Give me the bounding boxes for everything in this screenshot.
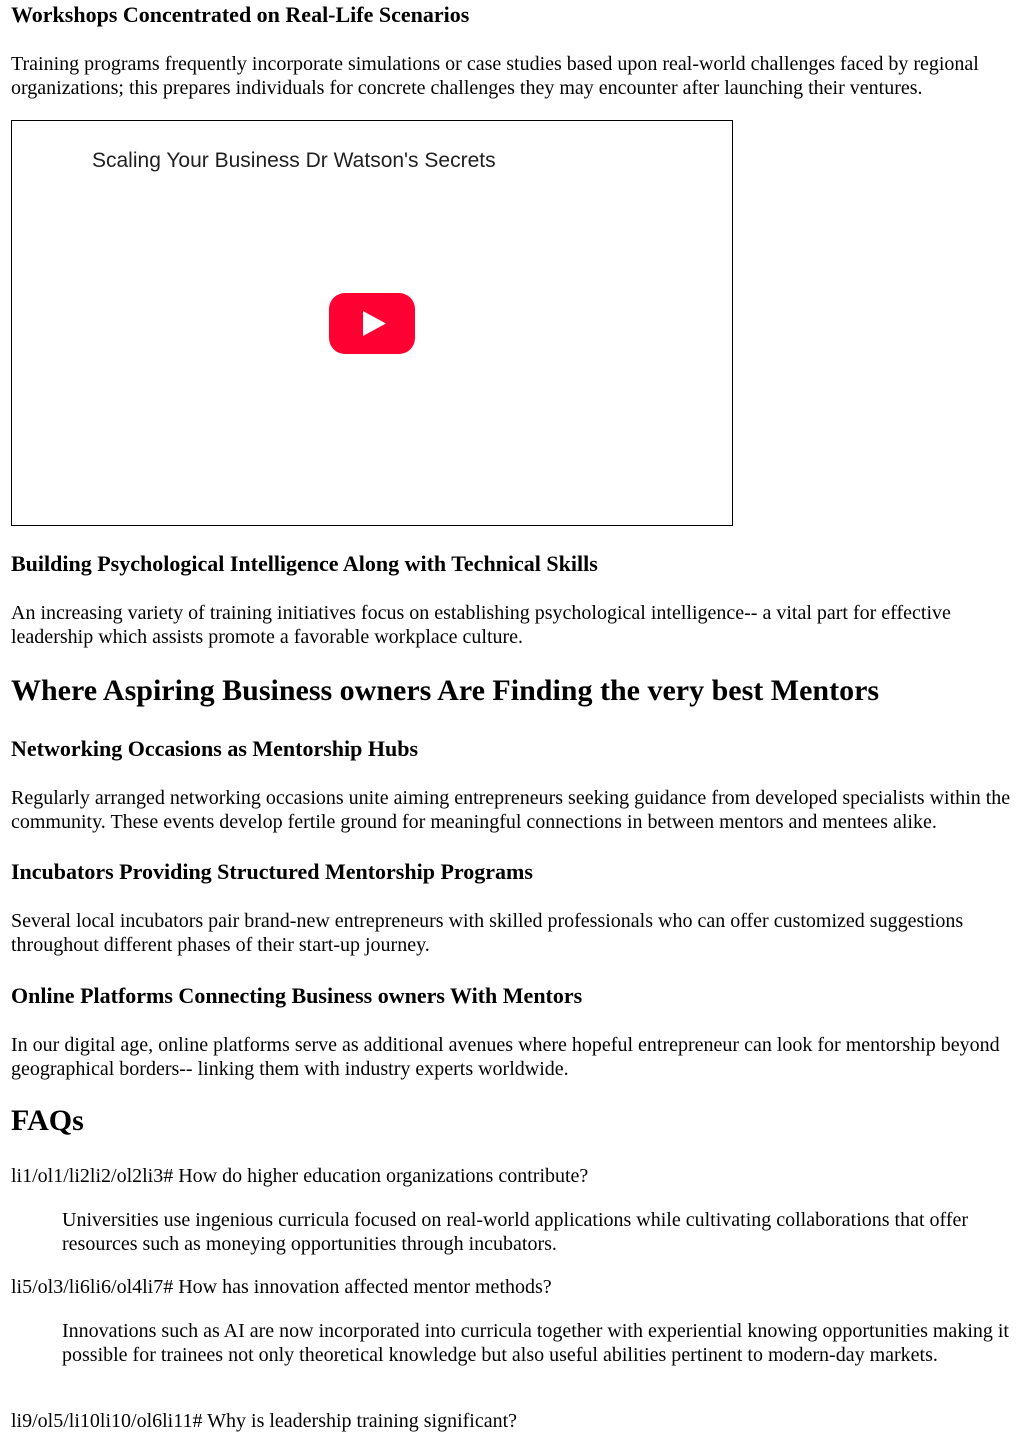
heading-networking: Networking Occasions as Mentorship Hubs <box>11 736 419 761</box>
video-embed[interactable] <box>11 120 733 526</box>
heading-finding-mentors: Where Aspiring Business owners Are Finding the very best Mentors <box>11 674 880 707</box>
paragraph-workshops: Training programs frequently incorporate simulations or case studies based upon real-world challenges faced by regional organizations; this prepares individuals for concrete challenges they may encounter after launching their ventures. <box>11 53 979 99</box>
heading-workshops: Workshops Concentrated on Real-Life Scenarios <box>11 2 470 27</box>
heading-faqs: FAQs <box>11 1104 84 1137</box>
paragraph-online-platforms: In our digital age, online platforms serve as additional avenues where hopeful entrepreneur can look for mentorship beyond geographical borders-- linking them with industry experts worldwide. <box>11 1034 1000 1080</box>
faq-question: li1/ol1/li2li2/ol2li3# How do higher education organizations contribute? <box>11 1165 589 1187</box>
paragraph-psych-intelligence: An increasing variety of training initiatives focus on establishing psychological intelligence-- a vital part for effective leadership which assists promote a favorable workplace culture. <box>11 602 951 648</box>
heading-incubators: Incubators Providing Structured Mentorship Programs <box>11 859 533 884</box>
paragraph-networking: Regularly arranged networking occasions unite aiming entrepreneurs seeking guidance from developed specialists within the community. These events develop fertile ground for meaningful connections in between mentors and mentees alike. <box>11 787 1011 833</box>
paragraph-incubators: Several local incubators pair brand-new entrepreneurs with skilled professionals who can offer customized suggestions throughout different phases of their start-up journey. <box>11 910 964 956</box>
faq-answer: Universities use ingenious curricula focused on real-world applications while cultivating collaborations that offer resources such as moneying opportunities through incubators. <box>62 1209 969 1255</box>
heading-psych-intelligence: Building Psychological Intelligence Along with Technical Skills <box>11 551 598 576</box>
faq-answer: Innovations such as AI are now incorporated into curricula together with experiential knowing opportunities making it possible for trainees not only theoretical knowledge but also useful abilities pertinent to modern-day markets. <box>62 1320 1009 1366</box>
youtube-play-icon[interactable] <box>329 293 415 354</box>
faq-question: li5/ol3/li6li6/ol4li7# How has innovation affected mentor methods? <box>11 1276 552 1298</box>
heading-online-platforms: Online Platforms Connecting Business owners With Mentors <box>11 983 583 1008</box>
faq-question: li9/ol5/li10li10/ol6li11# Why is leadership training significant? <box>11 1410 518 1432</box>
video-title[interactable]: Scaling Your Business Dr Watson's Secrets <box>92 149 496 172</box>
